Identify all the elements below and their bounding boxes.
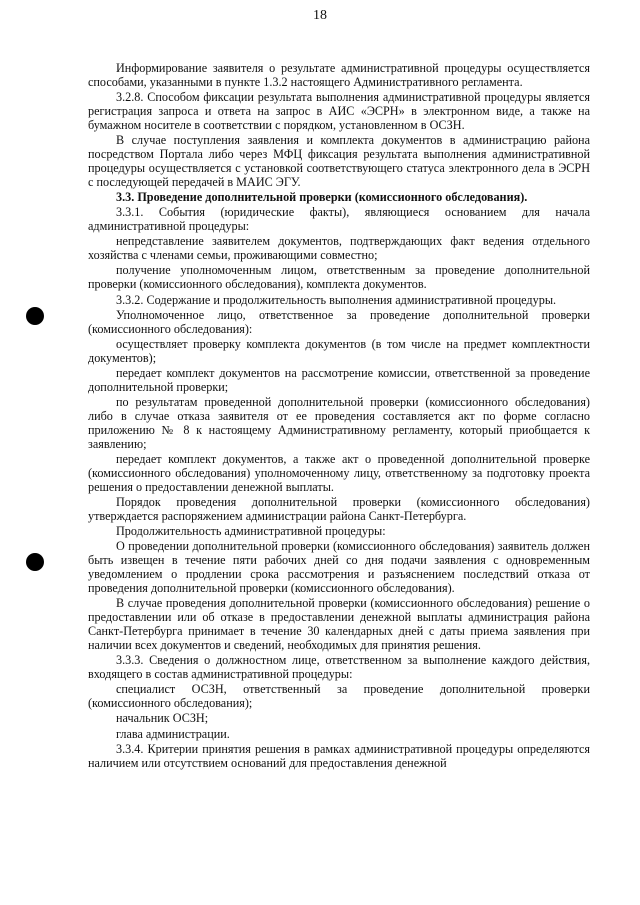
paragraph: осуществляет проверку комплекта документов (в том числе на предмет комплектности документов); — [88, 336, 590, 365]
paragraph: начальник ОСЗН; — [116, 711, 209, 726]
binder-hole — [26, 307, 44, 325]
paragraph: получение уполномоченным лицом, ответственным за проведение дополнительной проверки (комиссионного обследования), комплекта документов. — [88, 263, 590, 292]
paragraph: Уполномоченное лицо, ответственное за проведение дополнительной проверки (комиссионного обследования): — [88, 307, 590, 336]
paragraph: 3.3.1. События (юридические факты), являющиеся основанием для начала административной процедуры: — [88, 205, 590, 234]
paragraph: по результатам проведенной дополнительной проверки (комиссионного обследования) либо в случае отказа заявителя от ее проведения составляется акт по форме согласно приложению № 8 к настоящему Административному регламенту, который приобщается к заявлению; — [88, 394, 590, 451]
paragraph: 3.2.8. Способом фиксации результата выполнения административной процедуры является регистрация запроса и ответа на запрос в АИС «ЭСРН» в электронном виде, а также на бумажном носителе в соответствии с порядком, установленном в ОСЗН. — [88, 90, 590, 132]
paragraph: 3.3.2. Содержание и продолжительность выполнения административной процедуры. — [116, 292, 557, 307]
paragraph: непредставление заявителем документов, подтверждающих факт ведения отдельного хозяйства с членами семьи, проживающими совместно; — [88, 234, 590, 263]
paragraph: Информирование заявителя о результате административной процедуры осуществляется способами, указанными в пункте 1.3.2 настоящего Административного регламента. — [88, 61, 590, 89]
paragraph: передает комплект документов на рассмотрение комиссии, ответственной за проведение дополнительной проверки; — [88, 365, 590, 394]
paragraph: В случае проведения дополнительной проверки (комиссионного обследования) решение о предоставлении или об отказе в предоставлении денежной выплаты администрация района Санкт-Петербурга принимает в течение 30 календарных дней с даты приема заявления при наличии всех документов и сведений, необходимых для принятия решения. — [88, 596, 590, 653]
section-heading: 3.3. Проведение дополнительной проверки (комиссионного обследования). — [116, 190, 528, 205]
paragraph: Порядок проведения дополнительной проверки (комиссионного обследования) утверждается распоряжением администрации района Санкт-Петербурга. — [88, 495, 590, 523]
binder-hole — [26, 553, 44, 571]
paragraph: глава администрации. — [116, 726, 230, 741]
document-body — [88, 62, 590, 772]
paragraph: 3.3.3. Сведения о должностном лице, ответственном за выполнение каждого действия, входящего в состав административной процедуры: — [88, 653, 590, 682]
paragraph: 3.3.4. Критерии принятия решения в рамках административной процедуры определяются наличием или отсутствием оснований для предоставления денежной — [88, 741, 590, 770]
paragraph: специалист ОСЗН, ответственный за проведение дополнительной проверки (комиссионного обследования); — [88, 682, 590, 711]
paragraph: Продолжительность административной процедуры: — [116, 524, 386, 539]
paragraph: передает комплект документов, а также акт о проведенной дополнительной проверке (комиссионного обследования) уполномоченному лицу, ответственному за подготовку проекта решения о предоставлении денежной выплаты. — [88, 451, 590, 494]
page-number: 18 — [313, 8, 327, 23]
paragraph: В случае поступления заявления и комплекта документов в администрацию района посредством Портала либо через МФЦ фиксация результата выполнения административной процедуры осуществляется с установкой соответствующего статуса электронного дела в ЭСРН с последующей передачей в МАИС ЭГУ. — [88, 133, 590, 189]
paragraph: О проведении дополнительной проверки (комиссионного обследования) заявитель должен быть извещен в течение пяти рабочих дней со дня подачи заявления с одновременным уведомлением о продлении срока рассмотрения и разъяснением последствий отказа от проведения дополнительной проверки (комиссионного обследования). — [88, 539, 590, 596]
